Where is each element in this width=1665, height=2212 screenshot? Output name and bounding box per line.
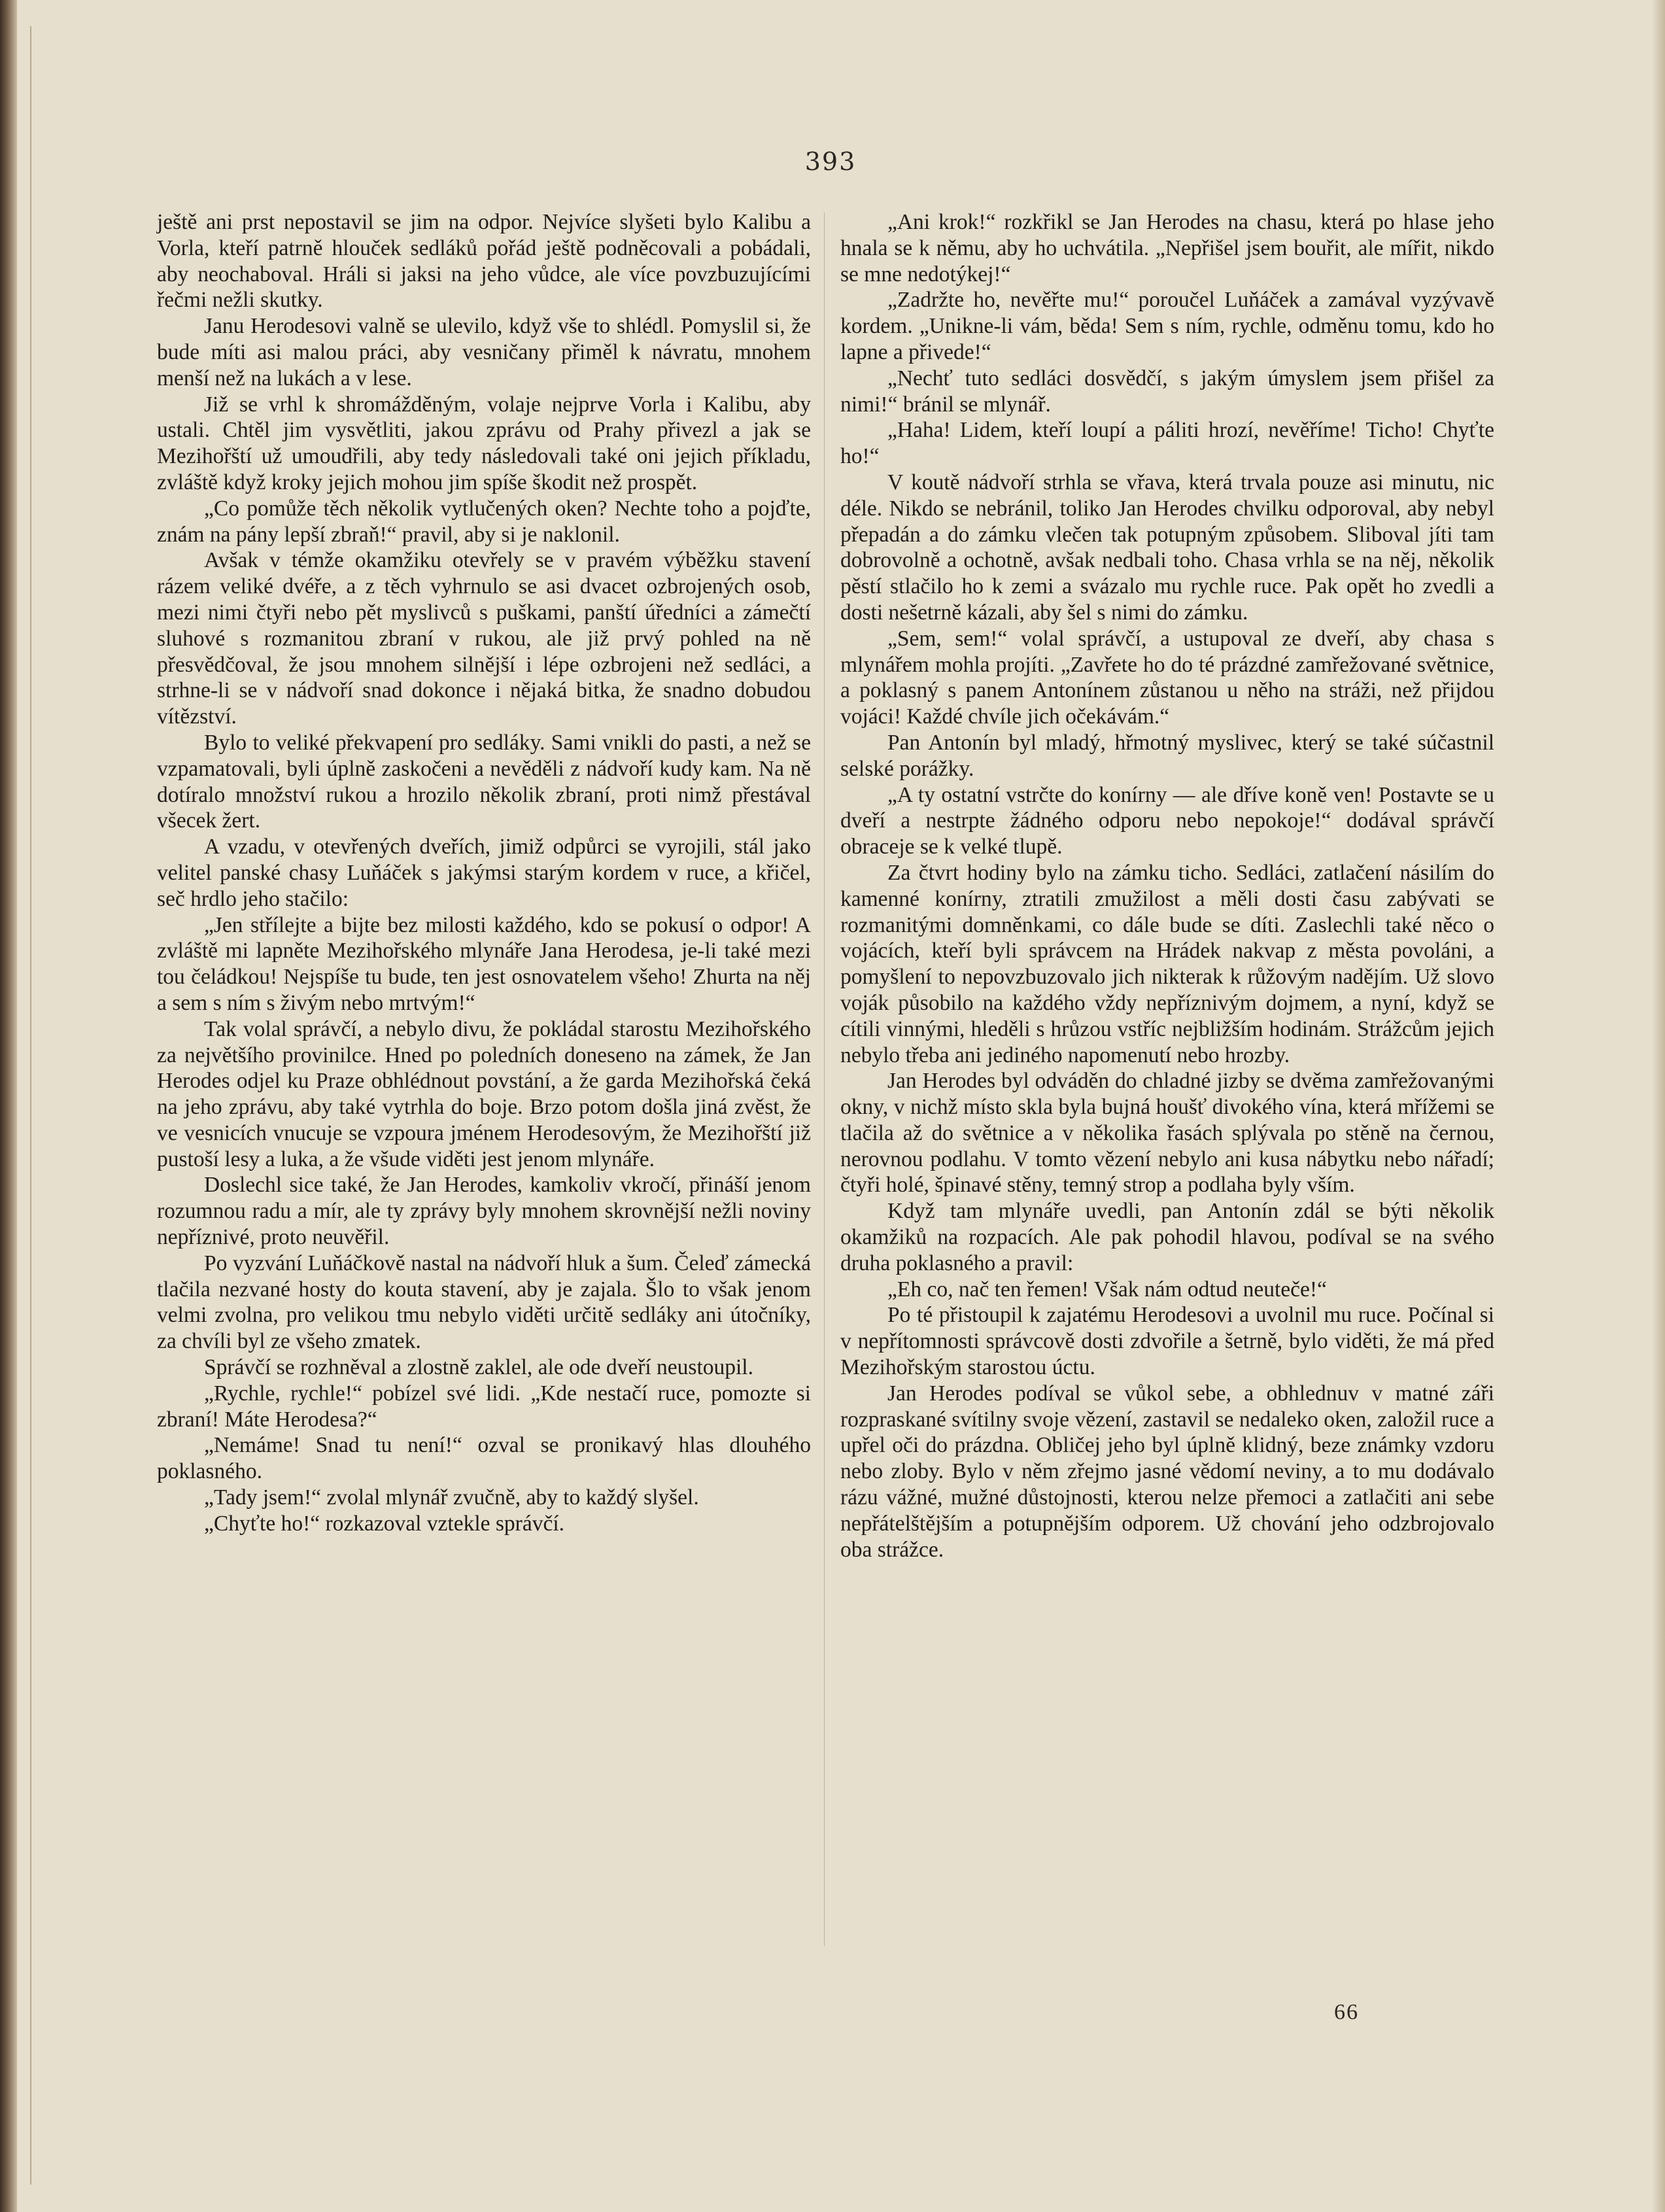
paragraph: Po vyzvání Luňáčkově nastal na nádvoří hluk a šum. Čeleď zámecká tlačila nezvané hosty do kouta stavení, aby je zajala. Šlo to však jenom velmi zvolna, pro velikou tmu nebylo viděti určitě sedláky ani útočníky, za chvíli byl ze všeho zmatek. <box>157 1251 811 1354</box>
paragraph: „Haha! Lidem, kteří loupí a páliti hrozí, nevěříme! Ticho! Chyťte ho!“ <box>840 418 1494 469</box>
paragraph: ještě ani prst nepostavil se jim na odpor. Nejvíce slyšeti bylo Kalibu a Vorla, kteří patrně hlouček sedláků pořád ještě podněcovali a pobádali, aby neochaboval. Hráli si jaksi na jeho vůdce, ale více povzbuzujícími řečmi nežli skutky. <box>157 210 811 313</box>
paragraph: „Co pomůže těch několik vytlučených oken? Nechte toho a pojďte, znám na pány lepší zbraň!“ pravil, aby si je naklonil. <box>157 496 811 547</box>
paragraph: Avšak v témže okamžiku otevřely se v pravém výběžku stavení rázem veliké dvéře, a z těch vyhrnulo se asi dvacet ozbrojených osob, mezi nimi čtyři nebo pět myslivců s puškami, panští úředníci a zámečtí sluhové s rozmanitou zbraní v rukou, ale již prvý pohled na ně přesvědčoval, že jsou mnohem silnější i lépe ozbrojeni než sedláci, a strhne-li se v nádvoří snad dokonce i nějaká bitka, že snadno dobudou vítězství. <box>157 548 811 729</box>
paragraph: A vzadu, v otevřených dveřích, jimiž odpůrci se vyrojili, stál jako velitel panské chasy Luňáček s jakýmsi starým kordem v ruce, a křičel, seč hrdlo jeho stačilo: <box>157 835 811 911</box>
gutter-line <box>30 26 31 2185</box>
column-divider <box>824 213 825 1946</box>
paragraph: „Jen střílejte a bijte bez milosti každého, kdo se pokusí o odpor! A zvláště mi lapněte Mezihořského mlynáře Jana Herodesa, je-li také mezi tou čeládkou! Nejspíše tu bude, ten jest osnovatelem všeho! Zhurta na něj a sem s ním s živým nebo mrtvým!“ <box>157 912 811 1015</box>
paragraph: Pan Antonín byl mladý, hřmotný myslivec, který se také súčastnil selské porážky. <box>840 730 1494 781</box>
paragraph: „Nemáme! Snad tu není!“ ozval se pronikavý hlas dlouhého poklasného. <box>157 1433 811 1484</box>
book-binding-edge <box>0 0 17 2212</box>
right-text-column <box>840 209 1494 1563</box>
paragraph: V koutě nádvoří strhla se vřava, která trvala pouze asi minutu, nic déle. Nikdo se nebránil, toliko Jan Herodes chvilku odporoval, aby nebyl přepadán a do zámku vlečen tak potupným způsobem. Sliboval jíti tam dobrovolně a ochotně, avšak nedbali toho. Chasa vrhla se na něj, několik pěstí stlačilo ho k zemi a svázalo mu rychle ruce. Pak opět ho zvedli a dosti nešetrně kázali, aby šel s nimi do zámku. <box>840 470 1494 625</box>
paragraph: „A ty ostatní vstrčte do konírny — ale dříve koně ven! Postavte se u dveří a nestrpte žádného odporu nebo nepokoje!“ dodával správčí obraceje se k velké tlupě. <box>840 782 1494 859</box>
page-edge-shadow <box>1652 0 1665 2212</box>
paragraph: „Sem, sem!“ volal správčí, a ustupoval ze dveří, aby chasa s mlynářem mohla projíti. „Zavřete ho do té prázdné zamřežované světnice, a poklasný s panem Antonínem zůstanou u něho na stráži, než přijdou vojáci! Každé chvíle jich očekávám.“ <box>840 626 1494 729</box>
paragraph: „Tady jsem!“ zvolal mlynář zvučně, aby to každý slyšel. <box>204 1485 699 1510</box>
paragraph: Jan Herodes podíval se vůkol sebe, a obhlednuv v matné záři rozpraskané svítilny svoje vězení, zastavil se nedaleko oken, založil ruce a upřel oči do prázdna. Obličej jeho byl úplně klidný, beze známky vzdoru nebo zloby. Bylo v něm zřejmo jasné vědomí neviny, a to mu dodávalo rázu vážné, mužné důstojnosti, kterou nelze přemoci a zatlačiti ani sebe nepřátelštějším a potupnějším odporem. Už chování jeho odzbrojovalo oba strážce. <box>840 1381 1494 1562</box>
paragraph: Správčí se rozhněval a zlostně zaklel, ale ode dveří neustoupil. <box>204 1355 753 1380</box>
paragraph: „Eh co, nač ten řemen! Však nám odtud neuteče!“ <box>887 1277 1327 1302</box>
paragraph: Jan Herodes byl odváděn do chladné jizby se dvěma zamřežovanými okny, v nichž místo skla byla bujná houšť divokého vína, která mřížemi se tlačila až do světnice a v několika řasách splývala po stěně na černou, nerovnou podlahu. V tomto vězení nebylo ani kusa nábytku nebo nářadí; čtyři holé, špinavé stěny, temný strop a podlaha byly vším. <box>840 1069 1494 1198</box>
paragraph: Tak volal správčí, a nebylo divu, že pokládal starostu Mezihořského za největšího provinilce. Hned po poledních doneseno na zámek, že Jan Herodes odjel ku Praze obhlédnout povstání, a že garda Mezihořská čeká na jeho zprávu, aby také vytrhla do boje. Brzo potom došla jiná zvěst, že ve vesnicích vnucuje se vzpoura jménem Herodesovým, že Mezihořští již pustoší lesy a luka, a že všude viděti jest jenom mlynáře. <box>157 1016 811 1171</box>
paragraph: Janu Herodesovi valně se ulevilo, když vše to shlédl. Pomyslil si, že bude míti asi malou práci, aby vesničany přiměl k návratu, mnohem menší než na lukách a v lese. <box>157 314 811 390</box>
paragraph: Bylo to veliké překvapení pro sedláky. Sami vnikli do pasti, a než se vzpamatovali, byli úplně zaskočeni a nevěděli z nádvoří kudy kam. Na ně dotíralo množství rukou a hrozilo několik zbraní, proti nimž přestával všecek žert. <box>157 730 811 833</box>
paragraph: Za čtvrt hodiny bylo na zámku ticho. Sedláci, zatlačení násilím do kamenné konírny, ztratili zmužilost a měli dosti času zabývati se rozmanitými domněnkami, co dále bude se díti. Zaslechli také něco o vojácích, kteří byli správcem na Hrádek nakvap z města povoláni, a pomyšlení to nepovzbuzovalo jich nikterak k růžovým nadějím. Už slovo voják působilo na každého vždy nepříznivým dojmem, a nyní, když se cítili vinnými, hleděli s hrůzou vstříc nejbližším hodinám. Strážcům jejich nebylo třeba ani jediného napomenutí nebo hrozby. <box>840 860 1494 1067</box>
paragraph: „Chyťte ho!“ rozkazoval vztekle správčí. <box>204 1511 564 1536</box>
paragraph: Když tam mlynáře uvedli, pan Antonín zdál se býti několik okamžiků na rozpacích. Ale pak pohodil hlavou, podíval se na svého druha poklasného a pravil: <box>840 1199 1494 1275</box>
paragraph: Doslechl sice také, že Jan Herodes, kamkoliv vkročí, přináší jenom rozumnou radu a mír, ale ty zprávy byly mnohem skrovnější nežli noviny nepříznivé, proto neuvěřil. <box>157 1173 811 1250</box>
page-number: 393 <box>804 147 857 176</box>
paragraph: „Zadržte ho, nevěřte mu!“ poroučel Luňáček a zamával vyzývavě kordem. „Unikne-li vám, běda! Sem s ním, rychle, odměnu tomu, kdo ho lapne a přivede!“ <box>840 288 1494 364</box>
paragraph: „Nechť tuto sedláci dosvědčí, s jakým úmyslem jsem přišel za nimi!“ bránil se mlynář. <box>840 366 1494 417</box>
paragraph: „Rychle, rychle!“ pobízel své lidi. „Kde nestačí ruce, pomozte si zbraní! Máte Herodesa?“ <box>157 1381 811 1432</box>
paragraph: Po té přistoupil k zajatému Herodesovi a uvolnil mu ruce. Počínal si v nepřítomnosti správcově dosti zdvořile a šetrně, bylo viděti, že má před Mezihořským starostou úctu. <box>840 1303 1494 1380</box>
left-text-column <box>157 209 811 1537</box>
paragraph: Již se vrhl k shromážděným, volaje nejprve Vorla i Kalibu, aby ustali. Chtěl jim vysvětliti, jakou zprávu od Prahy přivezl a jak se Mezihořští už umoudřili, aby tedy následovali také oni jejich příkladu, zvláště když kroky jejich mohou jim spíše škodit než prospět. <box>157 392 811 494</box>
paragraph: „Ani krok!“ rozkřikl se Jan Herodes na chasu, která po hlase jeho hnala se k němu, aby ho uchvátila. „Nepřišel jsem bouřit, ale mířit, nikdo se mne nedotýkej!“ <box>840 210 1494 286</box>
signature-mark: 66 <box>1334 2000 1359 2024</box>
